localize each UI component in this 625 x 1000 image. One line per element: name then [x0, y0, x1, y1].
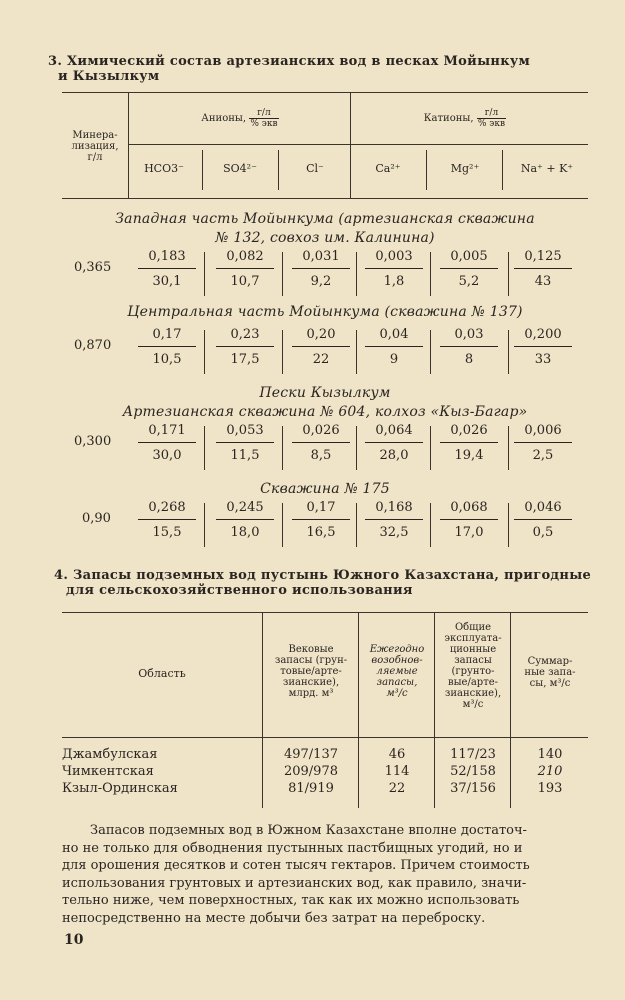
table-row: 0,365 $\frac{0,183}{30,1}$ $\frac{0,082}{10,7}$ $\frac{0,031}{9,2}$ $\frac{0,003}{1,8}$ $\frac{0,005}{5,2}$ $\frac{0,125}{43}$ — [68, 246, 588, 306]
ion-so4: SO4²⁻ — [223, 162, 257, 175]
ion-ca: Ca²⁺ — [375, 162, 401, 175]
col-region-header: Область — [138, 667, 186, 680]
page-number: 10 — [64, 932, 84, 948]
anions-header: Анионы, г/л % экв — [201, 108, 278, 129]
mineralization-header: Минера- лизация, г/л — [71, 130, 119, 163]
table3-top-rule — [62, 92, 588, 93]
col-sum-header: Суммар- ные запа- сы, м³/с — [524, 656, 576, 689]
region-name: Джамбулская — [62, 747, 158, 762]
section-title: Скважина № 175 — [260, 481, 390, 497]
ion-cl: Cl⁻ — [306, 162, 324, 175]
table-row: 0,90 $\frac{0,268}{15,5}$ $\frac{0,245}{18,0}$ $\frac{0,17}{16,5}$ $\frac{0,168}{32,5}$ $\frac{0,068}{17,0}$ $\frac{0,046}{0,5}$ — [68, 497, 588, 557]
ion-headers — [128, 150, 588, 190]
section-title: Пески Кызылкум Артезианская скважина № 604, колхоз «Кыз-Багар» — [122, 385, 528, 420]
table-row: 0,300 $\frac{0,171}{30,0}$ $\frac{0,053}{11,5}$ $\frac{0,026}{8,5}$ $\frac{0,064}{28,0}$ $\frac{0,026}{19,4}$ $\frac{0,006}{2,5}$ — [68, 420, 588, 480]
region-name: Кзыл-Ординская — [62, 781, 178, 796]
ion-hco3: HCO3⁻ — [144, 162, 184, 175]
cations-header: Катионы, г/л % экв — [423, 108, 506, 129]
table3-header-bottom-rule — [62, 198, 588, 199]
section-title: Центральная часть Мойынкума (скважина № 137) — [127, 304, 523, 320]
table-row: 0,870 $\frac{0,17}{10,5}$ $\frac{0,23}{17,5}$ $\frac{0,20}{22}$ $\frac{0,04}{9}$ $\frac{0,03}{8}$ $\frac{0,200}{33}$ — [68, 324, 588, 384]
table4-title: 4. Запасы подземных вод пустынь Южного Казахстана, пригодные для сельскохозяйственного использования — [54, 568, 592, 598]
body-paragraph: Запасов подземных вод в Южном Казахстане вполне достаточ- но не только для обводнения пустынных пастбищных угодий, но и для орошения десятков и сотен тысяч гектаров. Причем стоимость использования грунтовых и артезианских вод, как правило, значи- тельно ниже, чем поверхностных, так как их можно использовать непосредственно на месте добычи без затрат на переброску. — [62, 823, 530, 926]
col-annual-header: Ежегодно возобнов- ляемые запасы, м³/с — [369, 644, 425, 699]
ion-mg: Mg²⁺ — [450, 162, 480, 175]
region-name: Чимкентская — [62, 764, 154, 779]
section-title: Западная часть Мойынкума (артезианская скважина № 132, совхоз им. Калинина) — [115, 211, 535, 246]
col-total-header: Общие эксплуата- ционные запасы (грунто- вые/арте- зианские), м³/с — [444, 622, 502, 710]
col-age-header: Вековые запасы (грун- товые/арте- зианские), млрд. м³ — [274, 644, 348, 699]
ion-na-k: Na⁺ + K⁺ — [520, 162, 574, 175]
table3-title: 3. Химический состав артезианских вод в песках Мойынкум и Кызылкум — [48, 54, 531, 84]
